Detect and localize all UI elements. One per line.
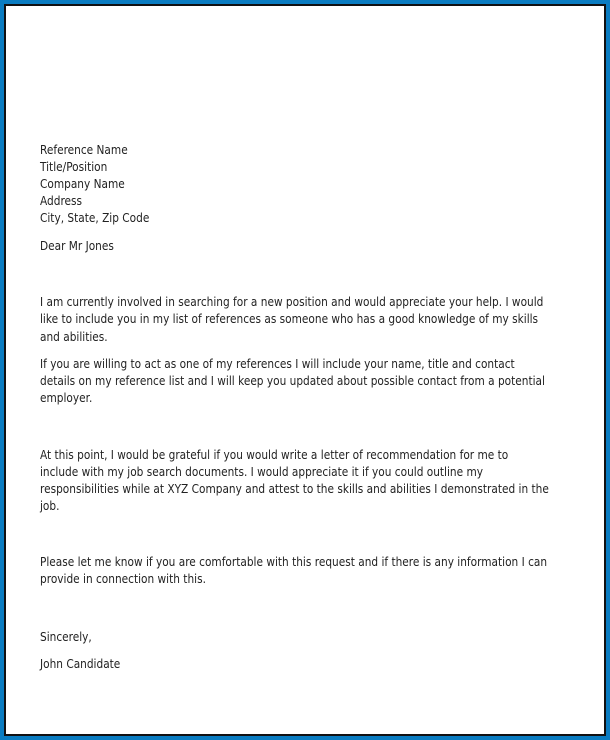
paragraph-line: and abilities. bbox=[40, 330, 108, 344]
signature: John Candidate bbox=[40, 657, 121, 671]
salutation: Dear Mr Jones bbox=[40, 239, 114, 253]
paragraph-line: details on my reference list and I will keep you updated about possible contact from a potential bbox=[40, 374, 545, 388]
paragraph-line: If you are willing to act as one of my references I will include your name, title and contact bbox=[40, 357, 515, 371]
paragraph-line: include with my job search documents. I would appreciate it if you could outline my bbox=[40, 465, 483, 479]
closing: Sincerely, bbox=[40, 630, 92, 644]
paragraph-1 bbox=[40, 294, 543, 346]
paragraph-line: Please let me know if you are comfortable with this request and if there is any information I can bbox=[40, 555, 548, 569]
paragraph-3 bbox=[40, 447, 549, 515]
paragraph-line: provide in connection with this. bbox=[40, 572, 206, 586]
paragraph-line: I am currently involved in searching for a new position and would appreciate your help. I would bbox=[40, 295, 544, 309]
letter-page bbox=[4, 4, 606, 736]
recipient-city-state-zip: City, State, Zip Code bbox=[40, 211, 150, 225]
paragraph-line: job. bbox=[40, 499, 60, 513]
recipient-company: Company Name bbox=[40, 177, 125, 191]
recipient-name: Reference Name bbox=[40, 143, 128, 157]
paragraph-2 bbox=[40, 356, 545, 407]
paragraph-line: employer. bbox=[40, 391, 93, 405]
paragraph-line: responsibilities while at XYZ Company and attest to the skills and abilities I demonstrated in the bbox=[40, 482, 549, 496]
recipient-title: Title/Position bbox=[40, 160, 108, 174]
recipient-address-block bbox=[40, 142, 149, 227]
paragraph-4 bbox=[40, 554, 547, 588]
paragraph-line: like to include you in my list of references as someone who has a good knowledge of my skills bbox=[40, 312, 539, 326]
paragraph-line: At this point, I would be grateful if you would write a letter of recommendation for me to bbox=[40, 448, 509, 462]
recipient-address: Address bbox=[40, 194, 83, 208]
